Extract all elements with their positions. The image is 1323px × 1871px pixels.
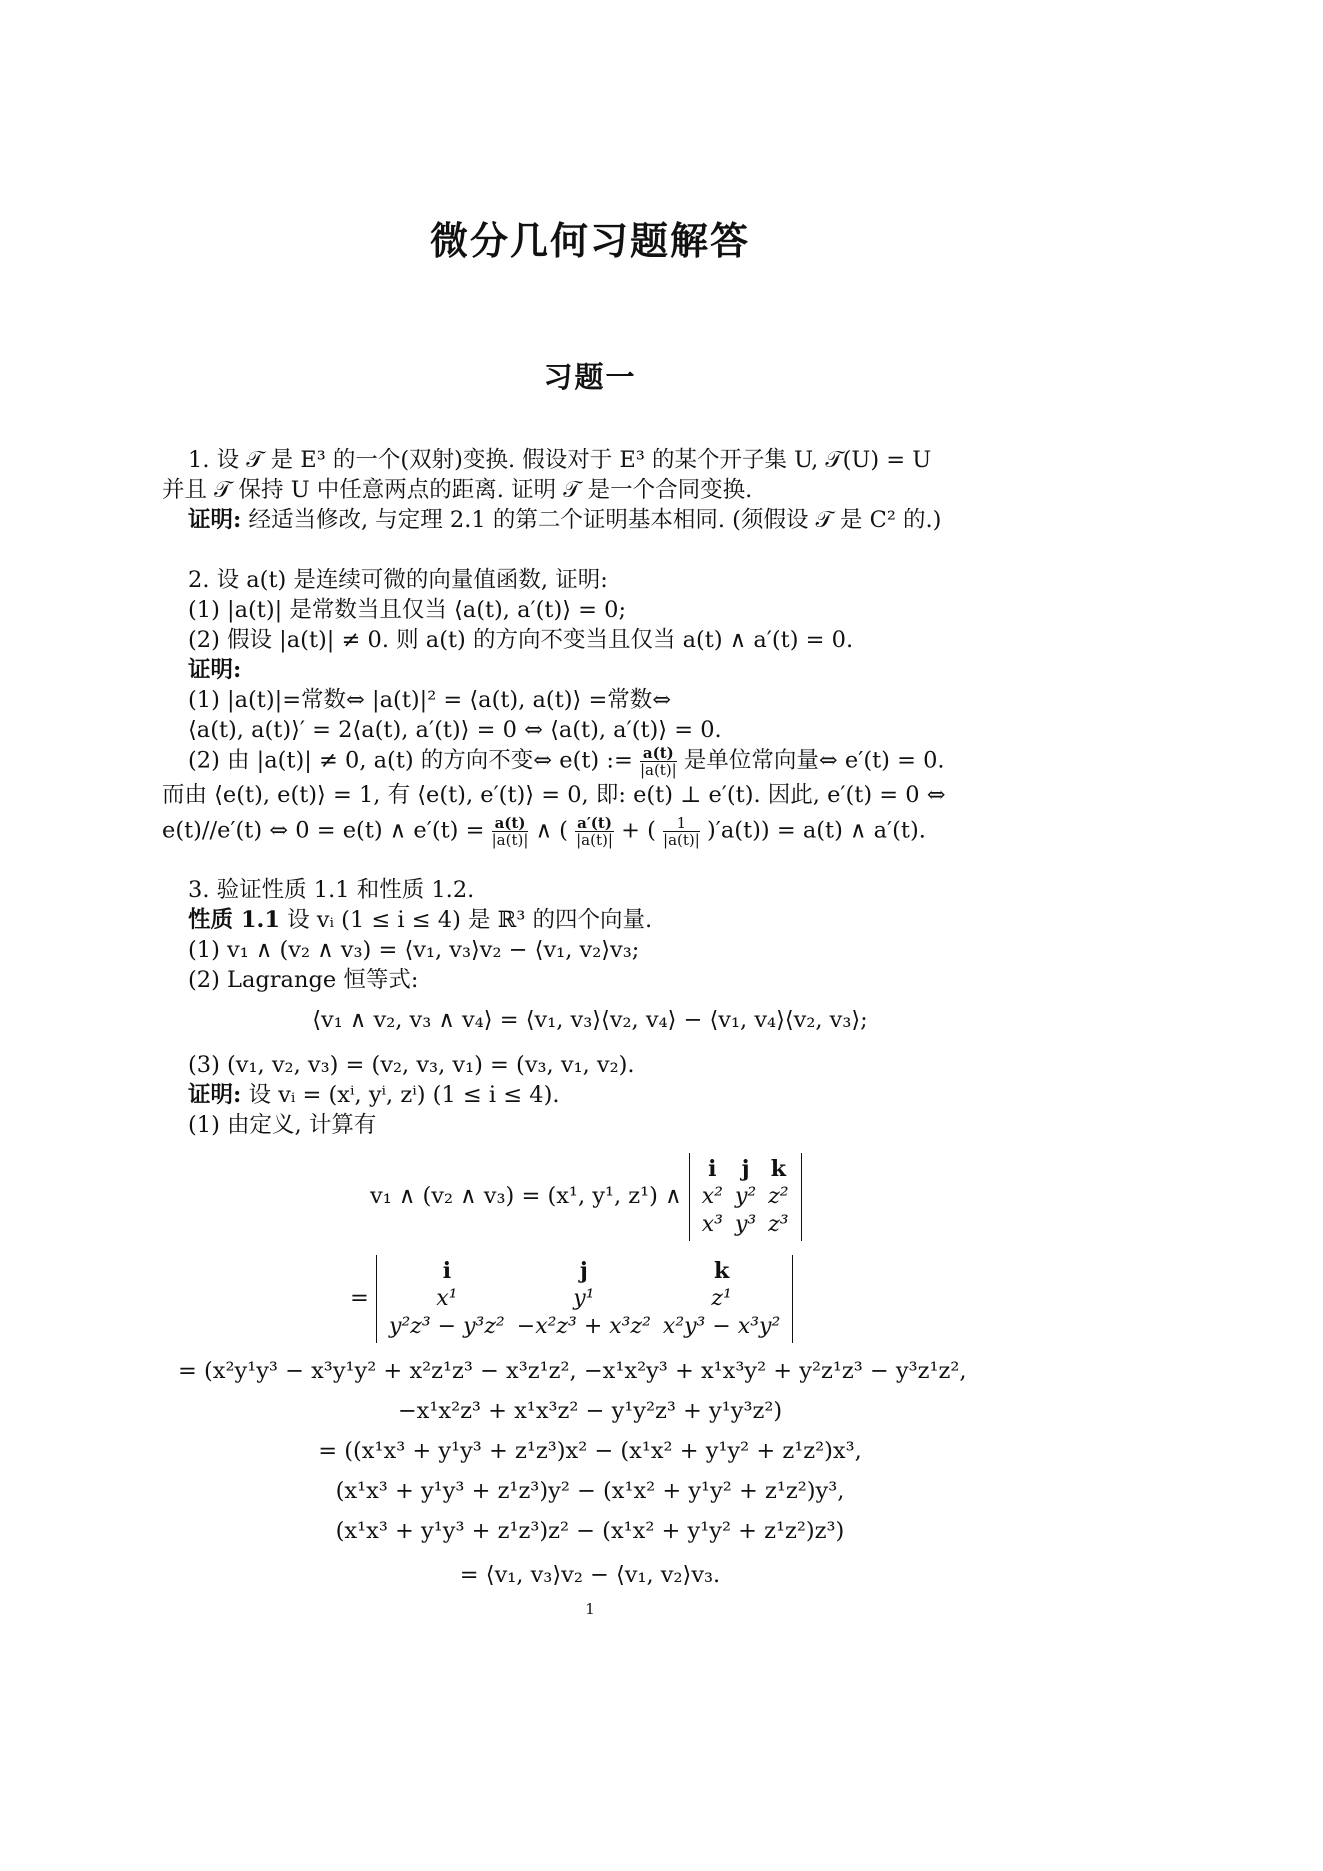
- problem-2-line-7: 而由 ⟨e(t), e(t)⟩ = 1, 有 ⟨e(t), e′(t)⟩ = 0, 即: e(t) ⊥ e′(t). 因此, e′(t) = 0 ⇔: [162, 782, 946, 808]
- page-number: 1: [585, 1600, 595, 1618]
- problem-2-line-8: e(t)//e′(t) ⇔ 0 = e(t) ∧ e′(t) = $\frac{a(t)}{|a(t)|}$ ∧ ( $\frac{a'(t)}{|a(t)|}$ + ( $\frac{1}{|a(t)|}$ )′a(t)) = a(t) ∧ a′(t).: [162, 814, 926, 849]
- section-title: 习题一: [543, 360, 637, 394]
- proof-label: 证明:: [188, 1082, 242, 1108]
- line-6-start: (2) 由 |a(t)| ≠ 0, a(t) 的方向不变⇔ e(t) :=: [188, 747, 633, 774]
- equation-2: = i j k x¹ y¹ z¹ y²z³ − y³z² −x²z³ + x³z² x²y³ − x³y²: [350, 1250, 793, 1346]
- fraction-unit-vector: $\frac{a(t)}{|a(t)|}$: [639, 744, 677, 779]
- equation-4: −x¹x²z³ + x¹x³z² − y¹y²z³ + y¹y³z²): [397, 1398, 783, 1424]
- equation-6: (x¹x³ + y¹y³ + z¹z³)y² − (x¹x² + y¹y² + z¹z²)y³,: [335, 1478, 845, 1504]
- problem-3-line-1: 3. 验证性质 1.1 和性质 1.2.: [188, 877, 475, 903]
- problem-2-proof-label: 证明:: [188, 657, 242, 683]
- proof-label: 证明:: [188, 507, 242, 533]
- problem-1-line-2: 并且 𝒯 保持 U 中任意两点的距离. 证明 𝒯 是一个合同变换.: [162, 477, 753, 503]
- problem-2-line-1: 2. 设 a(t) 是连续可微的向量值函数, 证明:: [188, 567, 608, 593]
- lagrange-identity: ⟨v₁ ∧ v₂, v₃ ∧ v₄⟩ = ⟨v₁, v₃⟩⟨v₂, v₄⟩ − ⟨v₁, v₄⟩⟨v₂, v₃⟩;: [312, 1007, 868, 1033]
- property-label: 性质 1.1: [188, 907, 280, 933]
- determinant-1: i j k x² y² z² x³ y³ z³: [689, 1153, 802, 1241]
- determinant-2: i j k x¹ y¹ z¹ y²z³ − y³z² −x²z³ + x³z² x²y³ − x³y²: [376, 1255, 793, 1343]
- property-text: 设 vᵢ (1 ≤ i ≤ 4) 是 ℝ³ 的四个向量.: [287, 907, 653, 933]
- problem-2-line-3: (2) 假设 |a(t)| ≠ 0. 则 a(t) 的方向不变当且仅当 a(t) ∧ a′(t) = 0.: [188, 627, 854, 653]
- fraction-a-over-norm: $\frac{a(t)}{|a(t)|}$: [491, 814, 529, 849]
- fraction-aprime-over-norm: $\frac{a'(t)}{|a(t)|}$: [576, 814, 613, 849]
- problem-3-line-5: (3) (v₁, v₂, v₃) = (v₂, v₃, v₁) = (v₃, v₁, v₂).: [188, 1052, 635, 1078]
- problem-1-proof: [188, 505, 941, 535]
- fraction-one-over-norm: $\frac{1}{|a(t)|}$: [663, 814, 700, 849]
- problem-2-line-6: [188, 745, 945, 778]
- proof-text: 经适当修改, 与定理 2.1 的第二个证明基本相同. (须假设 𝒯 是 C² 的.): [248, 507, 942, 533]
- equation-3: = (x²y¹y³ − x³y¹y² + x²z¹z³ − x³z¹z², −x¹x²y³ + x¹x³y² + y²z¹z³ − y³z¹z²,: [178, 1358, 967, 1384]
- problem-3-proof: [188, 1080, 560, 1110]
- equation-1: v₁ ∧ (v₂ ∧ v₃) = (x¹, y¹, z¹) ∧ i j k x² y² z² x³ y³ z³: [370, 1148, 802, 1244]
- document-title: 微分几何习题解答: [429, 218, 750, 263]
- equation-8: = ⟨v₁, v₃⟩v₂ − ⟨v₁, v₂⟩v₃.: [459, 1562, 721, 1588]
- problem-3-line-3: (1) v₁ ∧ (v₂ ∧ v₃) = ⟨v₁, v₃⟩v₂ − ⟨v₁, v₂⟩v₃;: [188, 937, 640, 963]
- equation-7: (x¹x³ + y¹y³ + z¹z³)z² − (x¹x² + y¹y² + z¹z²)z³): [335, 1518, 845, 1544]
- problem-2-line-5: ⟨a(t), a(t)⟩′ = 2⟨a(t), a′(t)⟩ = 0 ⇔ ⟨a(t), a′(t)⟩ = 0.: [188, 717, 722, 743]
- problem-2-line-2: (1) |a(t)| 是常数当且仅当 ⟨a(t), a′(t)⟩ = 0;: [188, 597, 627, 623]
- equation-5: = ((x¹x³ + y¹y³ + z¹z³)x² − (x¹x² + y¹y² + z¹z²)x³,: [318, 1438, 862, 1464]
- problem-1-line-1: 1. 设 𝒯 是 E³ 的一个(双射)变换. 假设对于 E³ 的某个开子集 U, 𝒯(U) = U: [188, 447, 932, 473]
- problem-2-line-4: (1) |a(t)|=常数⇔ |a(t)|² = ⟨a(t), a(t)⟩ =常数⇔: [188, 687, 672, 713]
- problem-3-line-4: (2) Lagrange 恒等式:: [188, 967, 419, 993]
- proof-text: 设 vᵢ = (xⁱ, yⁱ, zⁱ) (1 ≤ i ≤ 4).: [248, 1082, 560, 1108]
- problem-3-line-7: (1) 由定义, 计算有: [188, 1112, 377, 1138]
- property-1-1: [188, 905, 652, 935]
- line-6-end: 是单位常向量⇔ e′(t) = 0.: [683, 747, 945, 774]
